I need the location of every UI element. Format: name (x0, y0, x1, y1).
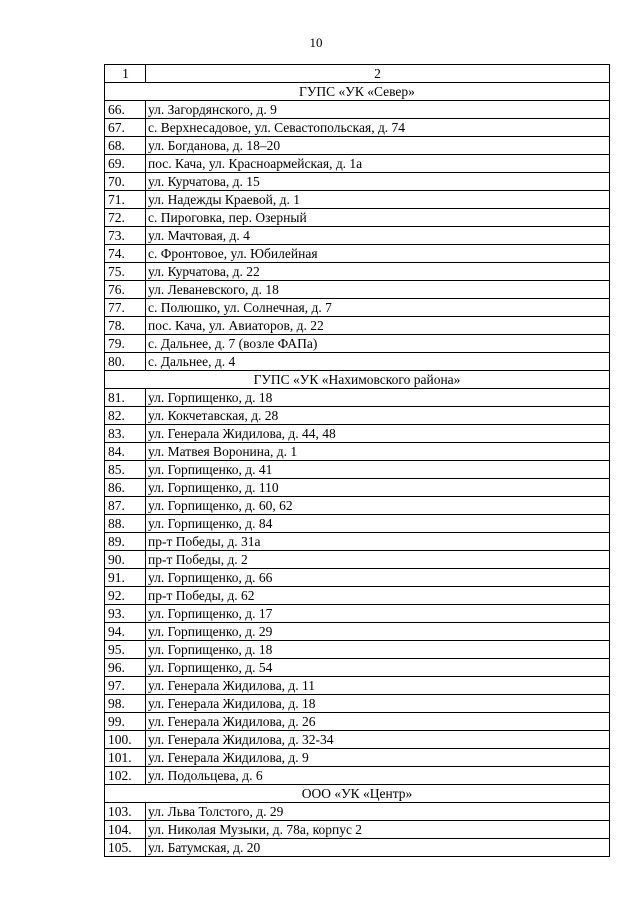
table-row (105, 695, 610, 713)
table-row (105, 497, 610, 515)
row-address: ул. Горпищенко, д. 60, 62 (146, 497, 610, 515)
row-address: ул. Загордянского, д. 9 (146, 101, 610, 119)
row-number: 88. (105, 515, 146, 533)
table-row (105, 191, 610, 209)
row-number: 73. (105, 227, 146, 245)
row-number: 91. (105, 569, 146, 587)
table-row (105, 677, 610, 695)
column-header-address: 2 (146, 65, 610, 83)
table-row (105, 443, 610, 461)
row-address: ул. Курчатова, д. 15 (146, 173, 610, 191)
table-row (105, 821, 610, 839)
row-address: ул. Горпищенко, д. 18 (146, 641, 610, 659)
table-row (105, 749, 610, 767)
table-row (105, 335, 610, 353)
page-number: 10 (309, 35, 323, 50)
table-row (105, 263, 610, 281)
row-number: 89. (105, 533, 146, 551)
row-number: 70. (105, 173, 146, 191)
row-address: ул. Батумская, д. 20 (146, 839, 610, 857)
table-row (105, 587, 610, 605)
row-address: с. Верхнесадовое, ул. Севастопольская, д. 74 (146, 119, 610, 137)
row-address: ул. Надежды Краевой, д. 1 (146, 191, 610, 209)
row-address: с. Фронтовое, ул. Юбилейная (146, 245, 610, 263)
row-number: 82. (105, 407, 146, 425)
table-row (105, 317, 610, 335)
row-number: 99. (105, 713, 146, 731)
row-number: 90. (105, 551, 146, 569)
table-row (105, 425, 610, 443)
table-row (105, 245, 610, 263)
row-address: ул. Мачтовая, д. 4 (146, 227, 610, 245)
table-row (105, 137, 610, 155)
row-address: ул. Горпищенко, д. 17 (146, 605, 610, 623)
table-row (105, 389, 610, 407)
row-number: 72. (105, 209, 146, 227)
table-row (105, 209, 610, 227)
table-row (105, 767, 610, 785)
table-row (105, 281, 610, 299)
row-number: 95. (105, 641, 146, 659)
row-number: 102. (105, 767, 146, 785)
row-address: ул. Генерала Жидилова, д. 9 (146, 749, 610, 767)
table-row (105, 803, 610, 821)
table-row (105, 551, 610, 569)
row-address: ул. Курчатова, д. 22 (146, 263, 610, 281)
row-number: 68. (105, 137, 146, 155)
row-address: с. Дальнее, д. 7 (возле ФАПа) (146, 335, 610, 353)
row-address: с. Полюшко, ул. Солнечная, д. 7 (146, 299, 610, 317)
section-header-row (105, 371, 610, 389)
row-number: 77. (105, 299, 146, 317)
row-number: 104. (105, 821, 146, 839)
table-row (105, 353, 610, 371)
row-number: 80. (105, 353, 146, 371)
table-row (105, 155, 610, 173)
row-address: ул. Генерала Жидилова, д. 26 (146, 713, 610, 731)
table-row (105, 641, 610, 659)
row-number: 87. (105, 497, 146, 515)
row-address: ул. Леваневского, д. 18 (146, 281, 610, 299)
table-row (105, 605, 610, 623)
section-header-row (105, 83, 610, 101)
row-address: ул. Горпищенко, д. 110 (146, 479, 610, 497)
row-number: 105. (105, 839, 146, 857)
section-header-row (105, 785, 610, 803)
table-row (105, 299, 610, 317)
row-address: ул. Горпищенко, д. 41 (146, 461, 610, 479)
row-number: 74. (105, 245, 146, 263)
row-number: 71. (105, 191, 146, 209)
row-address: пр-т Победы, д. 31а (146, 533, 610, 551)
row-address: ул. Горпищенко, д. 18 (146, 389, 610, 407)
table-row (105, 407, 610, 425)
table-row (105, 461, 610, 479)
row-number: 69. (105, 155, 146, 173)
row-address: ул. Генерала Жидилова, д. 32-34 (146, 731, 610, 749)
row-address: ул. Матвея Воронина, д. 1 (146, 443, 610, 461)
row-number: 86. (105, 479, 146, 497)
row-number: 75. (105, 263, 146, 281)
table-row (105, 119, 610, 137)
row-number: 98. (105, 695, 146, 713)
row-address: пос. Кача, ул. Авиаторов, д. 22 (146, 317, 610, 335)
row-address: ул. Горпищенко, д. 84 (146, 515, 610, 533)
section-title: ГУПС «УК «Нахимовского района» (105, 371, 610, 389)
row-address: ул. Льва Толстого, д. 29 (146, 803, 610, 821)
table-row (105, 839, 610, 857)
row-address: ул. Кокчетавская, д. 28 (146, 407, 610, 425)
row-number: 94. (105, 623, 146, 641)
row-address: с. Пироговка, пер. Озерный (146, 209, 610, 227)
row-number: 101. (105, 749, 146, 767)
row-address: ул. Подольцева, д. 6 (146, 767, 610, 785)
table-row (105, 569, 610, 587)
table-row (105, 533, 610, 551)
row-address: ул. Горпищенко, д. 66 (146, 569, 610, 587)
row-number: 100. (105, 731, 146, 749)
row-address: ул. Николая Музыки, д. 78а, корпус 2 (146, 821, 610, 839)
row-number: 81. (105, 389, 146, 407)
section-title: ООО «УК «Центр» (105, 785, 610, 803)
table-row (105, 659, 610, 677)
row-number: 67. (105, 119, 146, 137)
row-address: пр-т Победы, д. 2 (146, 551, 610, 569)
column-header-number: 1 (105, 65, 146, 83)
table-row (105, 479, 610, 497)
row-number: 92. (105, 587, 146, 605)
row-address: ул. Генерала Жидилова, д. 44, 48 (146, 425, 610, 443)
row-address: ул. Горпищенко, д. 29 (146, 623, 610, 641)
row-number: 79. (105, 335, 146, 353)
address-table (104, 64, 610, 857)
row-address: ул. Богданова, д. 18–20 (146, 137, 610, 155)
address-table-body (105, 65, 610, 857)
table-row (105, 173, 610, 191)
row-number: 83. (105, 425, 146, 443)
row-number: 97. (105, 677, 146, 695)
row-number: 66. (105, 101, 146, 119)
row-number: 96. (105, 659, 146, 677)
table-row (105, 623, 610, 641)
row-number: 103. (105, 803, 146, 821)
row-address: ул. Генерала Жидилова, д. 18 (146, 695, 610, 713)
row-number: 85. (105, 461, 146, 479)
table-row (105, 227, 610, 245)
row-number: 76. (105, 281, 146, 299)
table-row (105, 713, 610, 731)
row-number: 84. (105, 443, 146, 461)
column-header-row (105, 65, 610, 83)
row-number: 78. (105, 317, 146, 335)
section-title: ГУПС «УК «Север» (105, 83, 610, 101)
row-address: пос. Кача, ул. Красноармейская, д. 1а (146, 155, 610, 173)
row-number: 93. (105, 605, 146, 623)
table-row (105, 731, 610, 749)
row-address: пр-т Победы, д. 62 (146, 587, 610, 605)
row-address: ул. Горпищенко, д. 54 (146, 659, 610, 677)
row-address: ул. Генерала Жидилова, д. 11 (146, 677, 610, 695)
table-row (105, 101, 610, 119)
table-row (105, 515, 610, 533)
row-address: с. Дальнее, д. 4 (146, 353, 610, 371)
